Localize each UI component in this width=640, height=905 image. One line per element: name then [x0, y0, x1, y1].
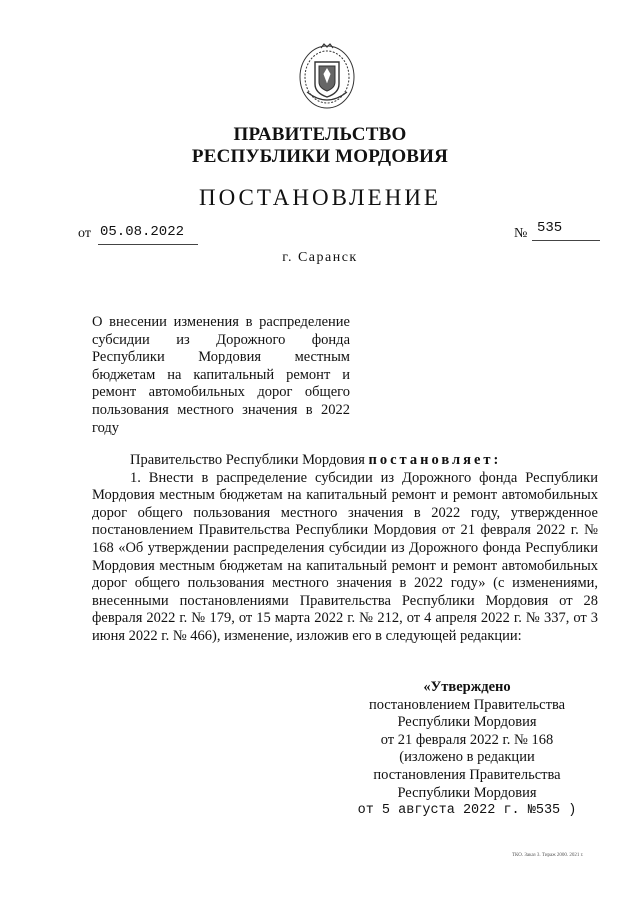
approval-line-7: Республики Мордовия — [397, 784, 537, 801]
approval-line-6: постановления Правительства — [373, 766, 561, 783]
approval-line-1: «Утверждено — [423, 679, 511, 695]
date-label: от — [78, 226, 91, 241]
organization-name-line2: РЕСПУБЛИКИ МОРДОВИЯ — [191, 146, 449, 167]
paragraph-1: 1. Внести в распределение субсидии из Дорожного фонда Республики Мордовия местным бюджетам на капитальный ремонт и ремонт автомобильных дорог общего пользования местного значения в 2022 году, утвержденное постановлением Правительства Республики Мордовия от 21 февраля 2022 г. № 168 «Об утверждении распределения субсидии из Дорожного фонда Республики Мордовия местным бюджетам на капитальный ремонт и ремонт автомобильных дорог общего пользования местного значения в 2022 году» (с изменениями, внесенными постановлениями Правительства Республики Мордовия от 28 февраля 2022 г. № 179, от 15 марта 2022 г. № 212, от 4 апреля 2022 г. № 337, от 3 июня 2022 г. № 466), изменение, изложив его в следующей редакции: — [92, 469, 598, 644]
document-city: г. Саранск — [282, 250, 358, 265]
approval-line-3: Республики Мордовия — [397, 714, 537, 731]
approval-line-4: от 21 февраля 2022 г. № 168 — [380, 731, 554, 748]
document-type-title: ПОСТАНОВЛЕНИЕ — [199, 185, 441, 210]
number-underline — [532, 240, 600, 241]
intro-paragraph — [92, 452, 598, 470]
document-body — [92, 452, 598, 646]
document-date: 05.08.2022 — [100, 224, 185, 240]
document-subject: О внесении изменения в распределение субсидии из Дорожного фонда Республики Мордовия местным бюджетам на капитальный ремонт и ремонт автомобильных дорог общего пользования местного значения в 2022 году — [92, 314, 350, 436]
number-label: № — [514, 226, 528, 241]
print-footer: ТКО. Заказ 3. Тираж 2000. 2021 г. — [512, 853, 584, 858]
organization-name-line1: ПРАВИТЕЛЬСТВО — [233, 124, 407, 145]
decree-verb: постановляет: — [368, 452, 502, 468]
document-number: 535 — [537, 220, 563, 236]
intro-text: Правительство Республики Мордовия — [130, 452, 369, 468]
approval-stamp-block — [352, 679, 582, 820]
date-underline — [98, 244, 198, 245]
approval-line-8: от 5 августа 2022 г. №535 ) — [357, 803, 577, 819]
coat-of-arms-emblem — [295, 40, 359, 112]
approval-line-5: (изложено в редакции — [399, 749, 535, 766]
approval-line-2: постановлением Правительства — [368, 696, 566, 713]
